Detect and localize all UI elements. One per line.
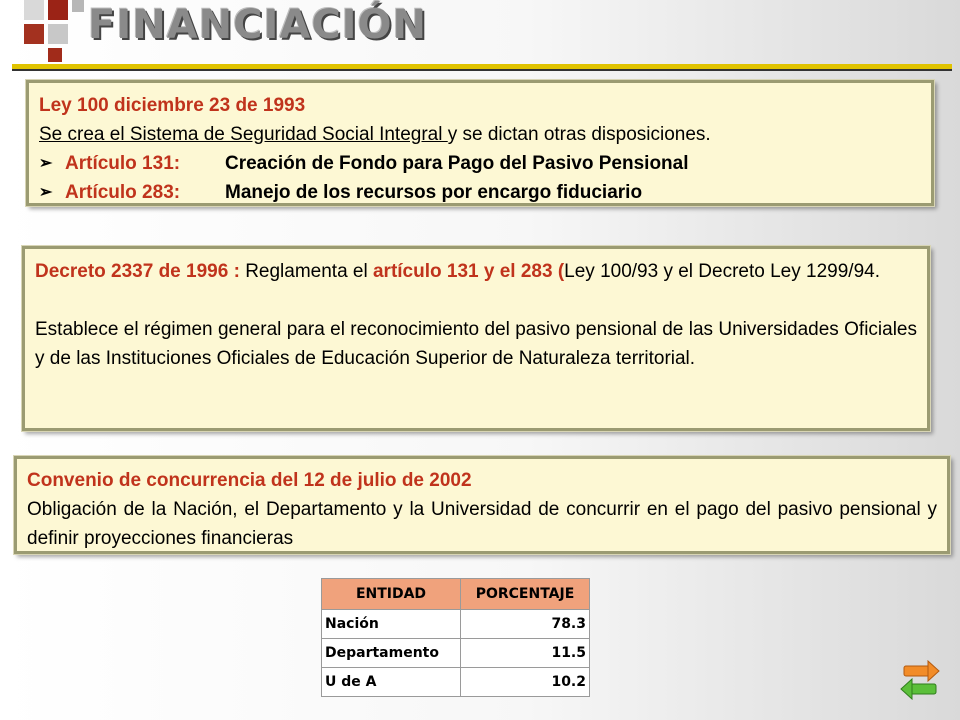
ley-article-item [39, 178, 921, 207]
article-label: Artículo 283: [65, 182, 181, 203]
ley-heading: Ley 100 diciembre 23 de 1993 [39, 95, 306, 116]
decreto-title: Decreto 2337 de 1996 : [35, 261, 246, 282]
table-row [322, 610, 590, 639]
article-label: Artículo 131: [65, 153, 181, 174]
page-title: FINANCIACIÓN [88, 2, 428, 48]
article-text: Creación de Fondo para Pago del Pasivo Pensional [225, 153, 689, 174]
cell-porcentaje: 10.2 [461, 668, 590, 697]
decreto-articles: artículo 131 y el 283 ( [372, 261, 565, 282]
cell-entidad: U de A [322, 668, 461, 697]
table-header-row [322, 579, 590, 610]
convenio-heading: Convenio de concurrencia del 12 de julio de 2002 [27, 470, 472, 491]
ley-article-item [39, 149, 921, 178]
title-rule-shadow [12, 69, 952, 71]
logo-square [48, 48, 62, 62]
decreto-intro [35, 257, 917, 286]
percentage-table [321, 578, 590, 697]
table-row [322, 639, 590, 668]
cell-porcentaje: 78.3 [461, 610, 590, 639]
article-text: Manejo de los recursos por encargo fiduciario [225, 182, 643, 203]
logo-square [48, 0, 68, 20]
ley-description-rest: y se dictan otras disposiciones. [447, 124, 711, 145]
decreto-law-ref: Ley 100/93 y el Decreto Ley 1299/94. [564, 261, 880, 282]
decreto-box [22, 246, 930, 431]
decreto-text: Reglamenta el [245, 261, 373, 282]
logo-square [72, 0, 84, 12]
ley-description [39, 120, 921, 149]
logo-square [24, 0, 44, 20]
convenio-text: Obligación de la Nación, el Departamento y la Universidad de concurrir en el pago del pasivo pensional y definir proyecciones financieras [27, 499, 937, 549]
arrow-bullet-icon: ➢ [39, 155, 53, 172]
ley-box [26, 80, 934, 206]
logo-square [48, 24, 68, 44]
cell-entidad: Departamento [322, 639, 461, 668]
convenio-box [14, 456, 950, 554]
ley-description-underlined: Se crea el Sistema de Seguridad Social Integral [39, 124, 448, 145]
column-header-entidad: ENTIDAD [322, 579, 461, 610]
refresh-arrows-icon[interactable] [900, 660, 940, 700]
arrow-bullet-icon: ➢ [39, 184, 53, 201]
cell-entidad: Nación [322, 610, 461, 639]
logo-square [24, 24, 44, 44]
decreto-paragraph: Establece el régimen general para el reconocimiento del pasivo pensional de las Universidades Oficiales y de las Instituciones Oficiales de Educación Superior de Naturaleza territorial. [35, 319, 917, 369]
cell-porcentaje: 11.5 [461, 639, 590, 668]
paragraph-gap [35, 286, 917, 315]
column-header-porcentaje: PORCENTAJE [461, 579, 590, 610]
table-row [322, 668, 590, 697]
